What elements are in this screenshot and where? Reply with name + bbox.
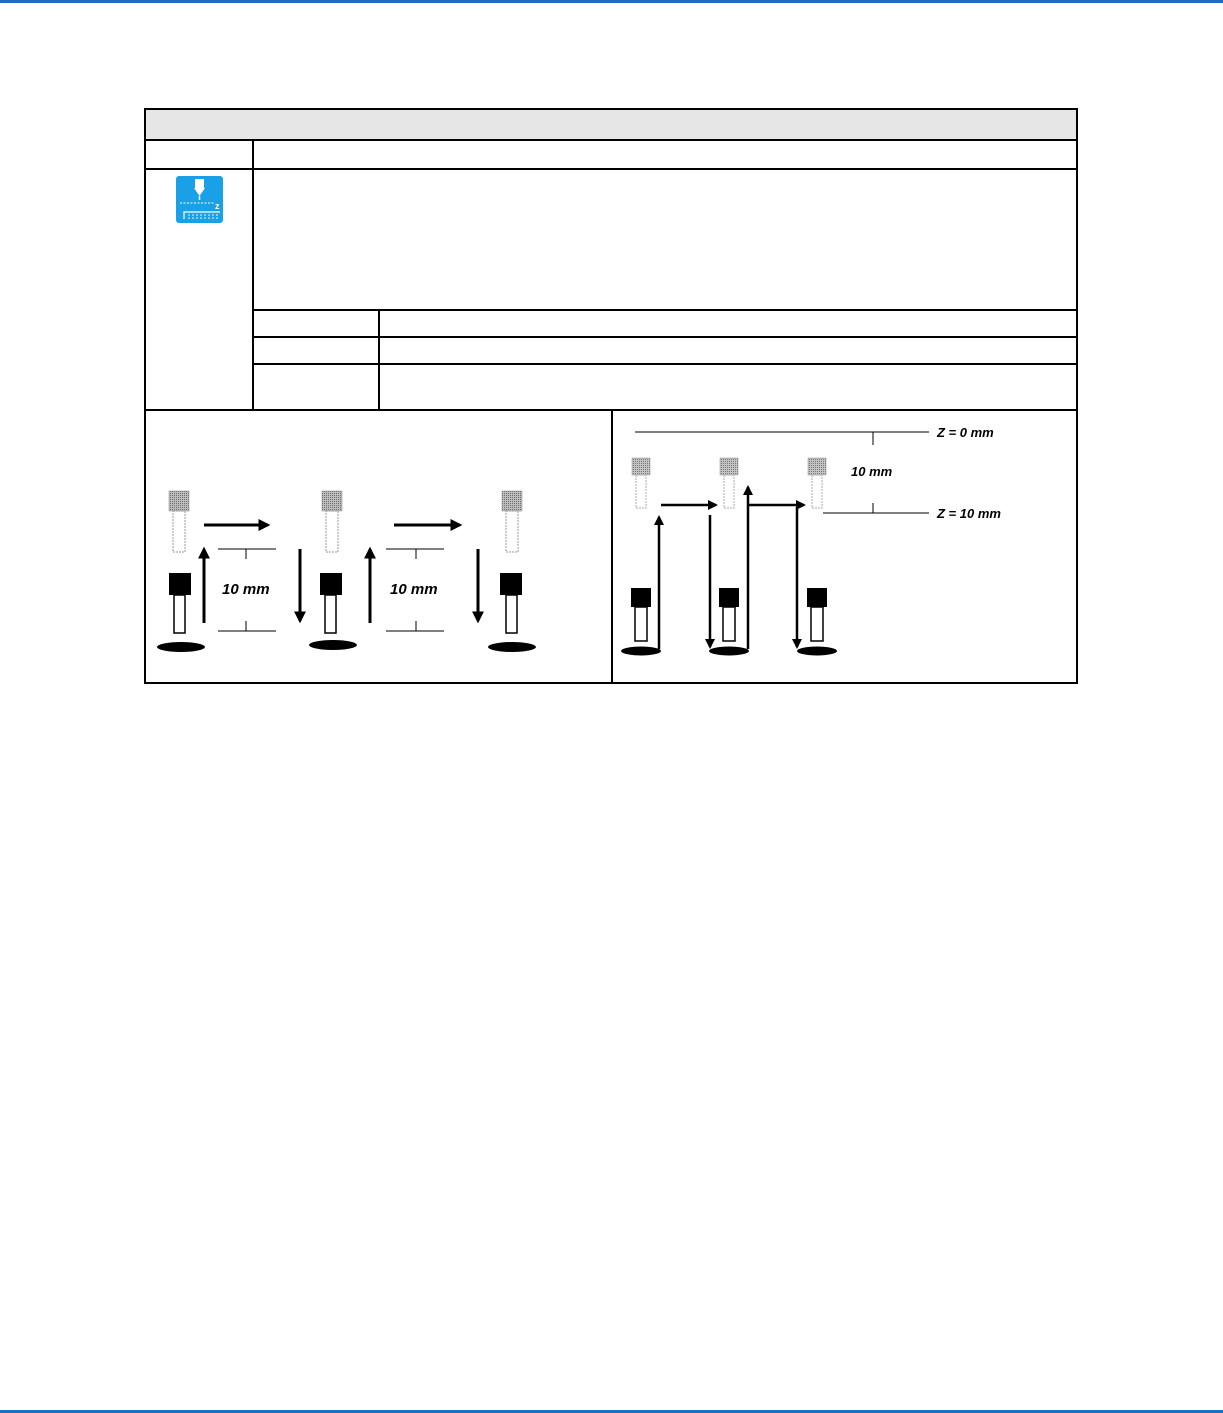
row-divider (252, 336, 1076, 338)
row-divider (146, 139, 1076, 141)
retracted-tool-1 (632, 458, 650, 508)
left-motion-diagram (148, 411, 611, 682)
retracted-tool-3 (808, 458, 826, 508)
plunged-tool-1 (621, 588, 661, 656)
info-table (144, 108, 1078, 684)
tool-group-2 (309, 491, 357, 650)
distance-label-2: 10 mm (390, 581, 438, 598)
retracted-tool-2 (720, 458, 738, 508)
distance-label: 10 mm (851, 464, 893, 479)
plunged-tool-2 (709, 588, 749, 656)
column-divider (378, 309, 380, 409)
plunged-tool-3 (797, 588, 837, 656)
z0-label: Z = 0 mm (937, 425, 994, 440)
row-divider (146, 168, 1076, 170)
tool-group-1 (157, 491, 205, 652)
row-divider (252, 309, 1076, 311)
tool-group-3 (488, 491, 536, 652)
row-divider (252, 363, 1076, 365)
table-header-row (146, 110, 1076, 139)
z-axis-drill-icon (176, 176, 223, 223)
z10-label: Z = 10 mm (937, 506, 1001, 521)
svg-text:z: z (215, 201, 220, 211)
right-motion-diagram (613, 411, 1076, 682)
top-rule (0, 0, 1223, 3)
column-divider (252, 139, 254, 409)
distance-label-1: 10 mm (222, 581, 270, 598)
